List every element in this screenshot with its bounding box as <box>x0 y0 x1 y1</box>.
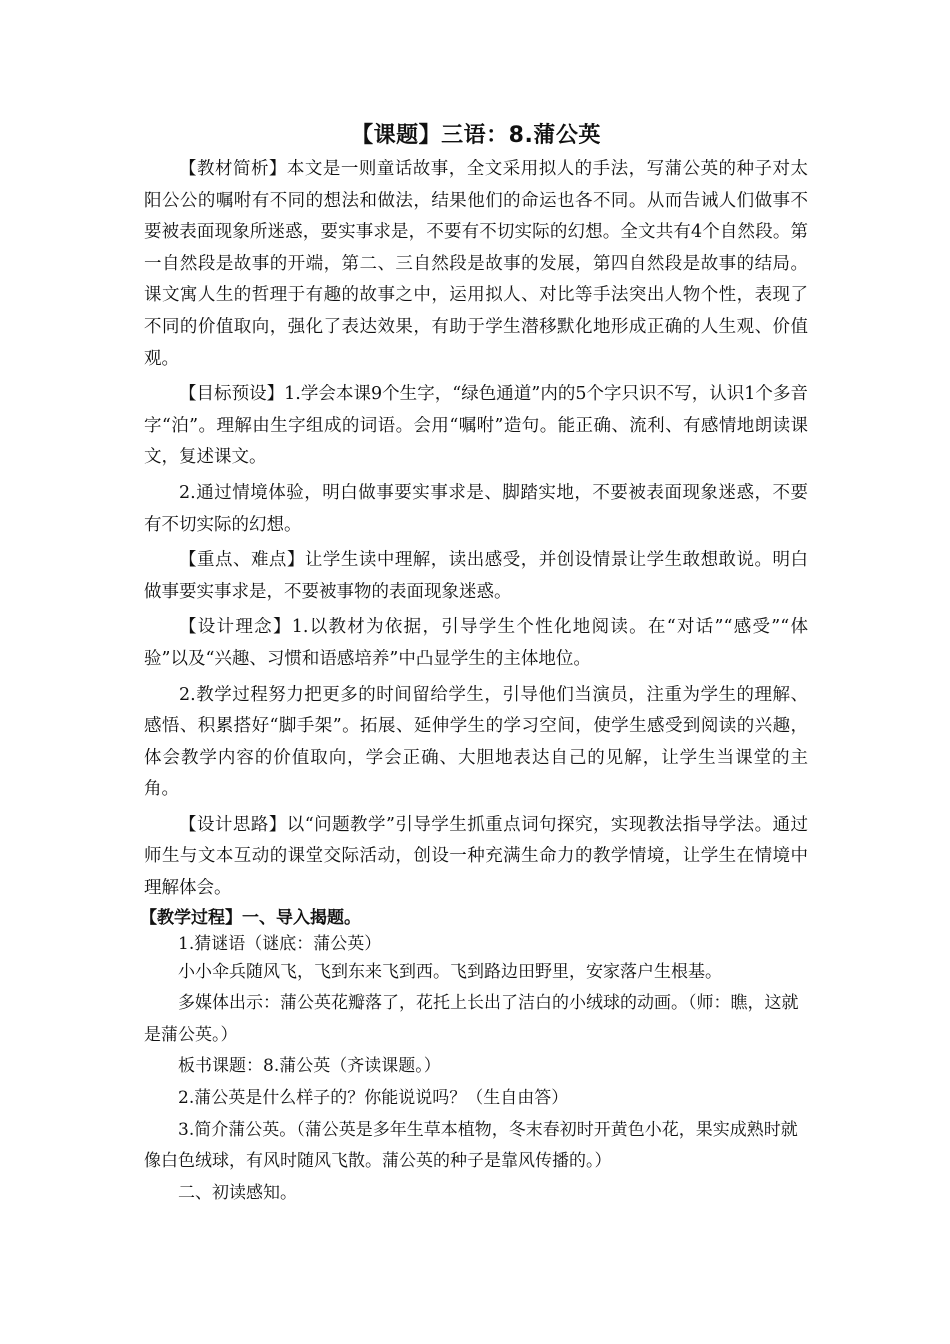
list-item: 3.简介蒲公英。（蒲公英是多年生草本植物，冬末春初时开黄色小花，果实成熟时就像白色绒球，有风时随风飞散。蒲公英的种子是靠风传播的。） <box>144 1119 798 1172</box>
list-item: 2.蒲公英是什么样子的？你能说说吗？（生自由答） <box>178 1088 569 1109</box>
document-page <box>140 120 808 1209</box>
list-item: 多媒体出示：蒲公英花瓣落了，花托上长出了洁白的小绒球的动画。（师：瞧，这就是蒲公英。） <box>144 993 799 1045</box>
paragraph-design-concept-2: 2.教学过程努力把更多的时间留给学生，引导他们当演员，注重为学生的理解、感悟、积累搭好“脚手架”。拓展、延伸学生的学习空间，使学生感受到阅读的兴趣，体会教学内容的价值取向，学会正确、大胆地表达自己的见解，让学生当课堂的主角。 <box>144 684 808 800</box>
list-item: 板书课题：8.蒲公英（齐读课题。） <box>178 1056 441 1077</box>
list-item: 小小伞兵随风飞，飞到东来飞到西。飞到路边田野里，安家落户生根基。 <box>178 961 722 982</box>
paragraph-goals-2: 2.通过情境体验，明白做事要实事求是、脚踏实地，不要被表面现象迷惑，不要有不切实际的幻想。 <box>144 482 808 535</box>
paragraph-design-approach: 【设计思路】以“问题教学”引导学生抓重点词句探究，实现教法指导学法。通过师生与文本互动的课堂交际活动，创设一种充满生命力的教学情境，让学生在情境中理解体会。 <box>144 814 808 899</box>
document-title: 【课题】三语：8.蒲公英 <box>351 123 601 148</box>
paragraph-key-points: 【重点、难点】让学生读中理解，读出感受，并创设情景让学生敢想敢说。明白做事要实事求是，不要被事物的表面现象迷惑。 <box>144 550 808 602</box>
paragraph-goals: 【目标预设】1.学会本课9个生字，“绿色通道”内的5个字只识不写，认识1个多音字“泊”。理解由生字组成的词语。会用“嘱咐”造句。能正确、流利、有感情地朗读课文，复述课文。 <box>144 384 808 468</box>
list-item: 二、初读感知。 <box>178 1182 297 1203</box>
section-heading-teaching-process: 【教学过程】一、导入揭题。 <box>140 907 361 928</box>
paragraph-design-concept: 【设计理念】1.以教材为依据，引导学生个性化地阅读。在“对话”“感受”“体验”以及“兴趣、习惯和语感培养”中凸显学生的主体地位。 <box>144 617 808 669</box>
list-item: 1.猜谜语（谜底：蒲公英） <box>178 933 382 954</box>
paragraph-textbook-analysis: 【教材简析】本文是一则童话故事，全文采用拟人的手法，写蒲公英的种子对太阳公公的嘱咐有不同的想法和做法，结果他们的命运也各不同。从而告诫人们做事不要被表面现象所迷惑，要实事求是，不要有不切实际的幻想。全文共有4个自然段。第一自然段是故事的开端，第二、三自然段是故事的发展，第四自然段是故事的结局。课文寓人生的哲理于有趣的故事之中，运用拟人、对比等手法突出人物个性，表现了不同的价值取向，强化了表达效果，有助于学生潜移默化地形成正确的人生观、价值观。 <box>144 159 808 369</box>
